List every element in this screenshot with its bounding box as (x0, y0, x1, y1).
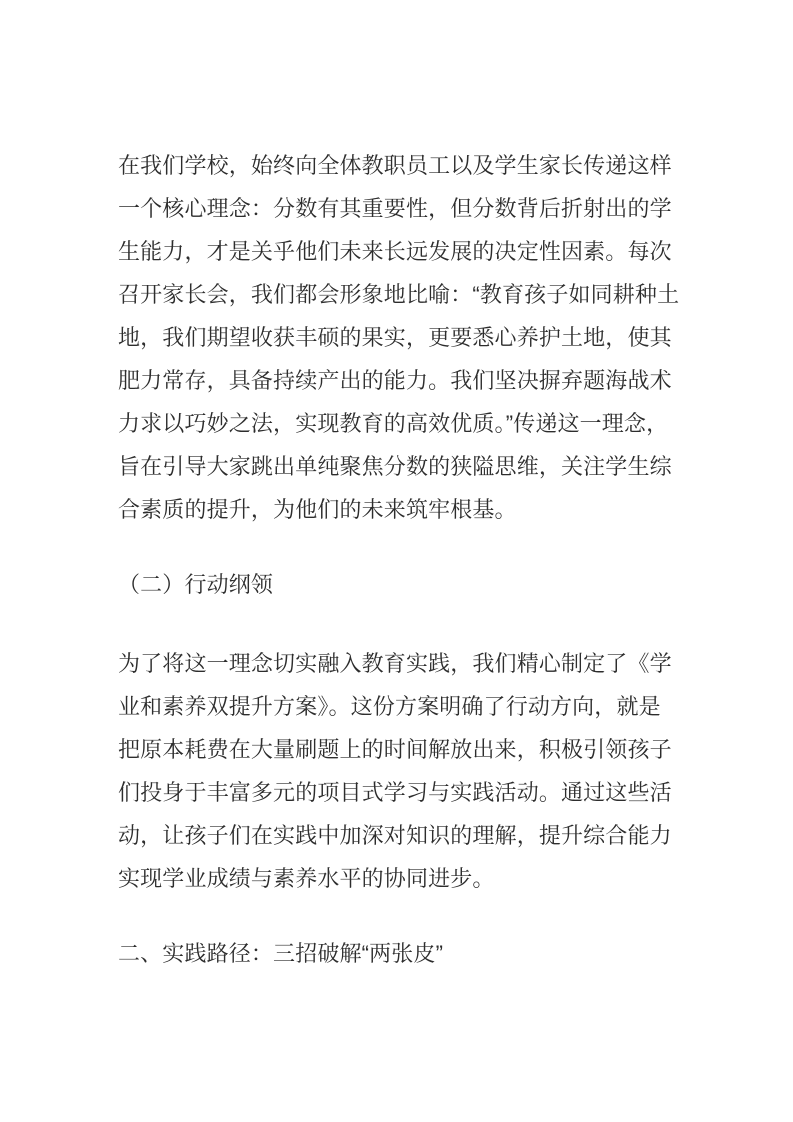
text-line: 实现学业成绩与素养水平的协同进步。 (118, 866, 495, 891)
text-line: 们投身于丰富多元的项目式学习与实践活动。通过这些活 (118, 780, 672, 805)
section-heading-practice-path: 二、实践路径：三招破解“两张皮” (118, 941, 444, 966)
text-line: 力求以巧妙之法，实现教育的高效优质。”传递这一理念， (118, 411, 669, 436)
text-line: 召开家长会，我们都会形象地比喻：“教育孩子如同耕种土 (118, 282, 680, 307)
text-line: 生能力，才是关乎他们未来长远发展的决定性因素。每次 (118, 239, 672, 264)
text-line: 动，让孩子们在实践中加深对知识的理解，提升综合能力 (118, 823, 672, 848)
paragraph-action-plan (118, 642, 678, 900)
text-line: 在我们学校，始终向全体教职员工以及学生家长传递这样 (118, 153, 672, 178)
text-line: 旨在引导大家跳出单纯聚焦分数的狭隘思维，关注学生综 (118, 454, 672, 479)
text-line: 肥力常存，具备持续产出的能力。我们坚决摒弃题海战术 (118, 368, 672, 393)
text-line: 把原本耗费在大量刷题上的时间解放出来，积极引领孩子 (118, 737, 672, 762)
document-content (118, 144, 678, 1011)
text-line: 为了将这一理念切实融入教育实践，我们精心制定了《学 (118, 651, 672, 676)
text-line: 一个核心理念：分数有其重要性，但分数背后折射出的学 (118, 196, 672, 221)
section-heading-action-program: （二）行动纲领 (118, 572, 274, 597)
text-line: 合素质的提升，为他们的未来筑牢根基。 (118, 497, 517, 522)
text-line: 地，我们期望收获丰硕的果实，更要悉心养护土地，使其 (118, 325, 672, 350)
text-line: 业和素养双提升方案》。这份方案明确了行动方向，就是 (118, 694, 661, 719)
paragraph-core-concept (118, 144, 678, 531)
